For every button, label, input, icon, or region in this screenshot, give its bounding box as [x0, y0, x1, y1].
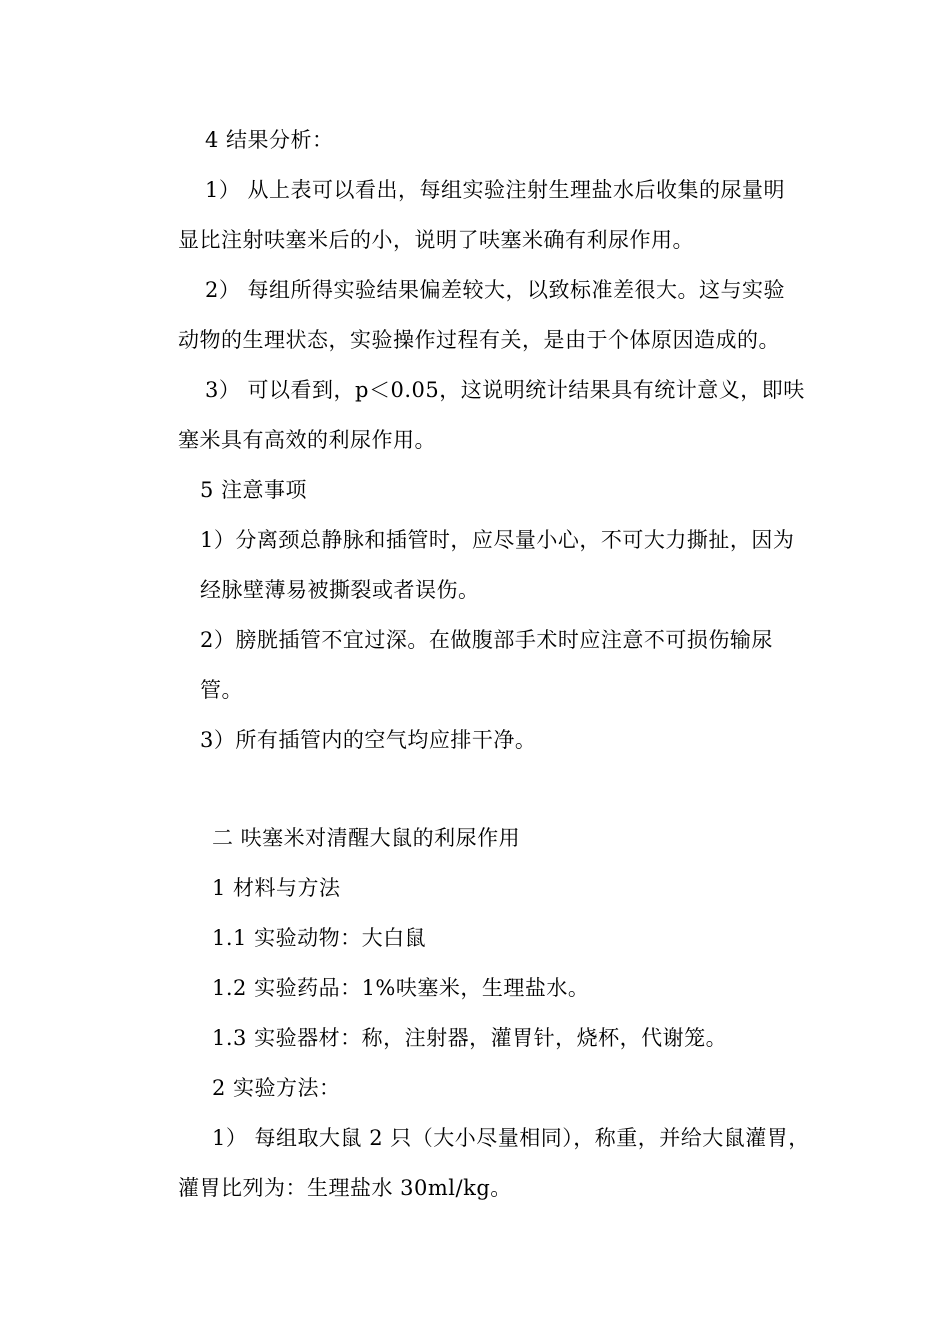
method-step-1-line-1: 1） 每组取大鼠 2 只（大小尽量相同），称重，并给大鼠灌胃， [212, 1126, 810, 1150]
section-heading-notes: 5 注意事项 [200, 478, 308, 502]
result-item-3-line-1: 3） 可以看到，p＜0.05，这说明统计结果具有统计意义，即呋 [205, 378, 805, 402]
result-item-2-line-1: 2） 每组所得实验结果偏差较大，以致标准差很大。这与实验 [205, 278, 786, 302]
result-item-2-line-2: 动物的生理状态，实验操作过程有关，是由于个体原因造成的。 [178, 328, 780, 352]
section-heading-results: 4 结果分析： [205, 128, 334, 152]
material-drugs: 1.2 实验药品：1%呋塞米，生理盐水。 [212, 976, 590, 1000]
note-1-line-2: 经脉壁薄易被撕裂或者误伤。 [200, 578, 480, 602]
method-heading: 2 实验方法： [212, 1076, 341, 1100]
note-1-line-1: 1）分离颈总静脉和插管时，应尽量小心，不可大力撕扯，因为 [200, 528, 795, 552]
material-equipment: 1.3 实验器材：称，注射器，灌胃针，烧杯，代谢笼。 [212, 1026, 728, 1050]
note-3: 3）所有插管内的空气均应排干净。 [200, 728, 537, 752]
result-item-1-line-2: 显比注射呋塞米后的小，说明了呋塞米确有利尿作用。 [178, 228, 694, 252]
part-2-title: 二 呋塞米对清醒大鼠的利尿作用 [212, 826, 521, 850]
note-2-line-2: 管。 [200, 678, 243, 702]
note-2-line-1: 2）膀胱插管不宜过深。在做腹部手术时应注意不可损伤输尿 [200, 628, 773, 652]
materials-heading: 1 材料与方法 [212, 876, 341, 900]
material-animals: 1.1 实验动物：大白鼠 [212, 926, 427, 950]
method-step-1-line-2: 灌胃比列为：生理盐水 30ml/kg。 [178, 1176, 512, 1200]
result-item-1-line-1: 1） 从上表可以看出，每组实验注射生理盐水后收集的尿量明 [205, 178, 786, 202]
result-item-3-line-2: 塞米具有高效的利尿作用。 [178, 428, 436, 452]
